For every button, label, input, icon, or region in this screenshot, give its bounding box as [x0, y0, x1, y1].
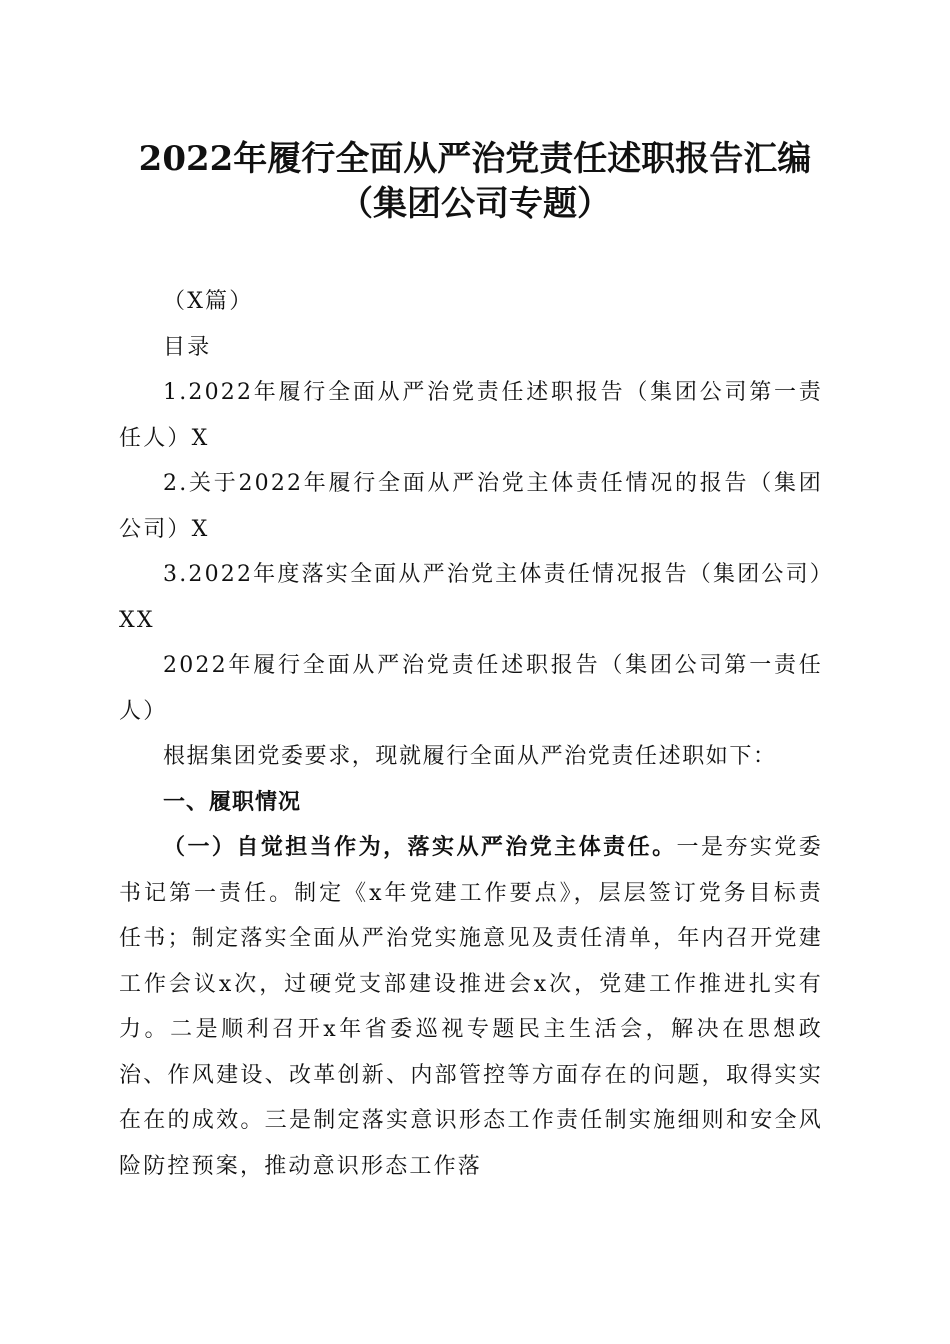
document-body — [119, 279, 823, 1189]
intro-paragraph: 根据集团党委要求，现就履行全面从严治党责任述职如下： — [163, 744, 777, 769]
document-subtitle: （集团公司专题） — [339, 184, 611, 224]
document-title: 2022年履行全面从严治党责任述职报告汇编 — [138, 139, 812, 179]
paragraph-body: 一是夯实党委书记第一责任。制定《x年党建工作要点》，层层签订党务目标责任书；制定落实全面从严治党实施意见及责任清单，年内召开党建工作会议x次，过硬党支部建设推进会x次，党建工作推进扎实有力。二是顺利召开x年省委巡视专题民主生活会，解决在思想政治、作风建设、改革创新、内部管控等方面存在的问题，取得实实在在的成效。三是制定落实意识形态工作责任制实施细则和安全风险防控预案，推动意识形态工作落 — [119, 835, 823, 1179]
report-title: 2022年履行全面从严治党责任述职报告（集团公司第一责任人） — [119, 653, 823, 724]
toc-item-2[interactable]: 2.关于2022年履行全面从严治党主体责任情况的报告（集团公司）X — [119, 471, 823, 542]
article-count: （X篇） — [163, 289, 254, 314]
paragraph-lead: （一）自觉担当作为，落实从严治党主体责任。 — [163, 835, 677, 860]
body-paragraph — [119, 825, 823, 1189]
toc-heading: 目录 — [163, 334, 212, 360]
section-heading: 一、履职情况 — [163, 789, 302, 815]
toc-item-3[interactable]: 3.2022年度落实全面从严治党主体责任情况报告（集团公司）XX — [119, 562, 823, 633]
toc-item-1[interactable]: 1.2022年履行全面从严治党责任述职报告（集团公司第一责任人）X — [119, 380, 823, 451]
